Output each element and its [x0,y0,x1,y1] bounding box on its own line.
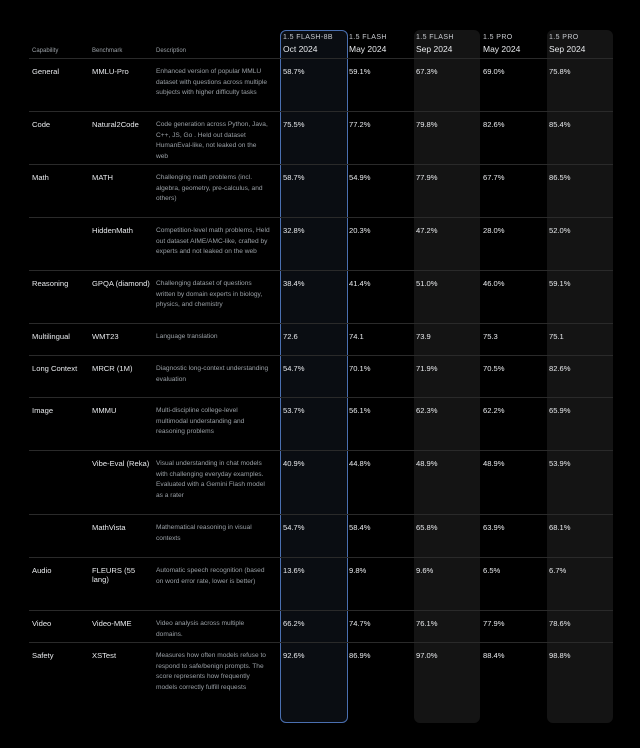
score-cell: 48.9% [480,451,546,515]
benchmark-cell: Vibe-Eval (Reka) [89,451,153,515]
capability-cell: Code [29,112,89,165]
score-cell: 58.7% [280,59,346,112]
table-row [29,112,613,165]
model-name: 1.5 FLASH [416,34,454,41]
header-row [29,30,613,59]
score-cell: 65.9% [546,398,613,451]
table-row [29,59,613,112]
score-cell: 70.1% [346,356,413,398]
score-cell: 78.6% [546,611,613,643]
score-cell: 72.6 [280,324,346,356]
header-model-flash-8b-oct [280,30,346,59]
score-cell: 20.3% [346,218,413,271]
capability-cell: Math [29,165,89,218]
benchmark-cell: GPQA (diamond) [89,271,153,324]
capability-cell: Audio [29,558,89,611]
description-cell: Measures how often models refuse to respond to safe/benign prompts. The score represents how frequently models correctly fulfill requests [156,652,266,691]
score-cell: 77.9% [413,165,480,218]
score-cell: 85.4% [546,112,613,165]
score-cell: 82.6% [546,356,613,398]
description-cell: Visual understanding in chat models with challenging everyday examples. Evaluated with a Gemini Flash model as a rater [153,451,280,515]
score-cell: 67.7% [480,165,546,218]
description-cell: Enhanced version of popular MMLU dataset with questions across multiple subjects with higher difficulty tasks [153,59,280,112]
score-cell: 52.0% [546,218,613,271]
model-name: 1.5 FLASH-8B [283,34,333,41]
header-model-pro-may [480,30,546,59]
score-cell: 68.1% [546,515,613,558]
table-body [29,59,613,707]
score-cell: 58.4% [346,515,413,558]
score-cell: 86.5% [546,165,613,218]
score-cell: 71.9% [413,356,480,398]
description-cell: Code generation across Python, Java, C++, JS, Go . Held out dataset HumanEval-like, not leaked on the web [153,112,280,165]
score-cell: 54.7% [280,515,346,558]
model-name: 1.5 PRO [549,34,579,41]
benchmark-cell: MRCR (1M) [89,356,153,398]
capability-cell: Multilingual [29,324,89,356]
score-cell: 86.9% [349,651,371,660]
table-row [29,271,613,324]
header-model-pro-sep [546,30,613,59]
score-cell: 9.6% [413,558,480,611]
benchmark-cell: MMLU-Pro [89,59,153,112]
benchmark-cell: FLEURS (55 lang) [89,558,153,611]
benchmark-cell: WMT23 [89,324,153,356]
score-cell: 76.1% [413,611,480,643]
score-cell: 75.5% [280,112,346,165]
score-cell: 67.3% [413,59,480,112]
score-cell: 63.9% [480,515,546,558]
score-cell: 75.3 [480,324,546,356]
capability-cell: General [29,59,89,112]
score-cell: 79.8% [413,112,480,165]
score-cell: 6.5% [480,558,546,611]
model-name: 1.5 FLASH [349,34,387,41]
score-cell: 62.3% [413,398,480,451]
score-cell: 98.8% [549,651,571,660]
score-cell: 54.7% [280,356,346,398]
table-row [29,558,613,611]
benchmark-cell: Natural2Code [89,112,153,165]
benchmark-cell: XSTest [92,651,117,660]
capability-cell: Video [29,611,89,643]
table-row [29,611,613,643]
score-cell: 97.0% [416,651,438,660]
score-cell: 47.2% [413,218,480,271]
score-cell: 73.9 [413,324,480,356]
description-cell: Video analysis across multiple domains. [153,611,280,643]
score-cell: 75.8% [546,59,613,112]
score-cell: 69.0% [480,59,546,112]
score-cell: 75.1 [546,324,613,356]
score-cell: 88.4% [483,651,505,660]
score-cell: 92.6% [283,651,305,660]
score-cell: 77.9% [480,611,546,643]
score-cell: 74.1 [346,324,413,356]
table-row [29,643,613,707]
score-cell: 59.1% [346,59,413,112]
capability-cell: Image [29,398,89,451]
table-row [29,451,613,515]
description-cell: Automatic speech recognition (based on word error rate, lower is better) [153,558,280,611]
score-cell: 65.8% [413,515,480,558]
benchmark-cell: Video-MME [89,611,153,643]
header-description: Description [153,30,280,59]
model-date: Oct 2024 [283,44,318,54]
benchmark-table [29,30,613,707]
capability-cell: Reasoning [29,271,89,324]
score-cell: 70.5% [480,356,546,398]
capability-cell [29,451,89,515]
score-cell: 28.0% [480,218,546,271]
capability-cell: Long Context [29,356,89,398]
description-cell: Challenging dataset of questions written by domain experts in biology, physics, and chemistry [153,271,280,324]
score-cell: 62.2% [480,398,546,451]
score-cell: 59.1% [546,271,613,324]
model-date: May 2024 [349,44,387,54]
table-row [29,218,613,271]
score-cell: 38.4% [280,271,346,324]
score-cell: 54.9% [346,165,413,218]
description-cell: Language translation [153,324,280,356]
score-cell: 6.7% [546,558,613,611]
capability-cell [29,515,89,558]
score-cell: 46.0% [480,271,546,324]
table-row [29,515,613,558]
model-name: 1.5 PRO [483,34,513,41]
benchmark-cell: MathVista [89,515,153,558]
capability-cell [29,218,89,271]
description-cell: Competition-level math problems, Held out dataset AIME/AMC-like, crafted by experts and not leaked on the web [153,218,280,271]
score-cell: 56.1% [346,398,413,451]
score-cell: 32.8% [280,218,346,271]
header-benchmark: Benchmark [89,30,153,59]
description-cell: Mathematical reasoning in visual contexts [153,515,280,558]
header-model-flash-may [346,30,413,59]
score-cell: 77.2% [346,112,413,165]
benchmark-cell: MATH [89,165,153,218]
header-model-flash-sep [413,30,480,59]
score-cell: 66.2% [280,611,346,643]
score-cell: 9.8% [346,558,413,611]
score-cell: 53.7% [280,398,346,451]
score-cell: 74.7% [346,611,413,643]
benchmark-cell: HiddenMath [89,218,153,271]
header-capability: Capability [29,30,89,59]
description-cell: Diagnostic long-context understanding evaluation [153,356,280,398]
table-row [29,165,613,218]
score-cell: 13.6% [280,558,346,611]
score-cell: 41.4% [346,271,413,324]
table-row [29,324,613,356]
table-row [29,356,613,398]
model-date: May 2024 [483,44,521,54]
table-row [29,398,613,451]
model-date: Sep 2024 [549,44,586,54]
benchmark-cell: MMMU [89,398,153,451]
score-cell: 53.9% [546,451,613,515]
score-cell: 58.7% [280,165,346,218]
model-date: Sep 2024 [416,44,453,54]
score-cell: 48.9% [413,451,480,515]
description-cell: Multi-discipline college-level multimodal understanding and reasoning problems [153,398,280,451]
score-cell: 40.9% [280,451,346,515]
description-cell: Challenging math problems (incl. algebra, geometry, pre-calculus, and others) [153,165,280,218]
capability-cell: Safety [32,651,54,660]
score-cell: 44.8% [346,451,413,515]
score-cell: 51.0% [413,271,480,324]
score-cell: 82.6% [480,112,546,165]
